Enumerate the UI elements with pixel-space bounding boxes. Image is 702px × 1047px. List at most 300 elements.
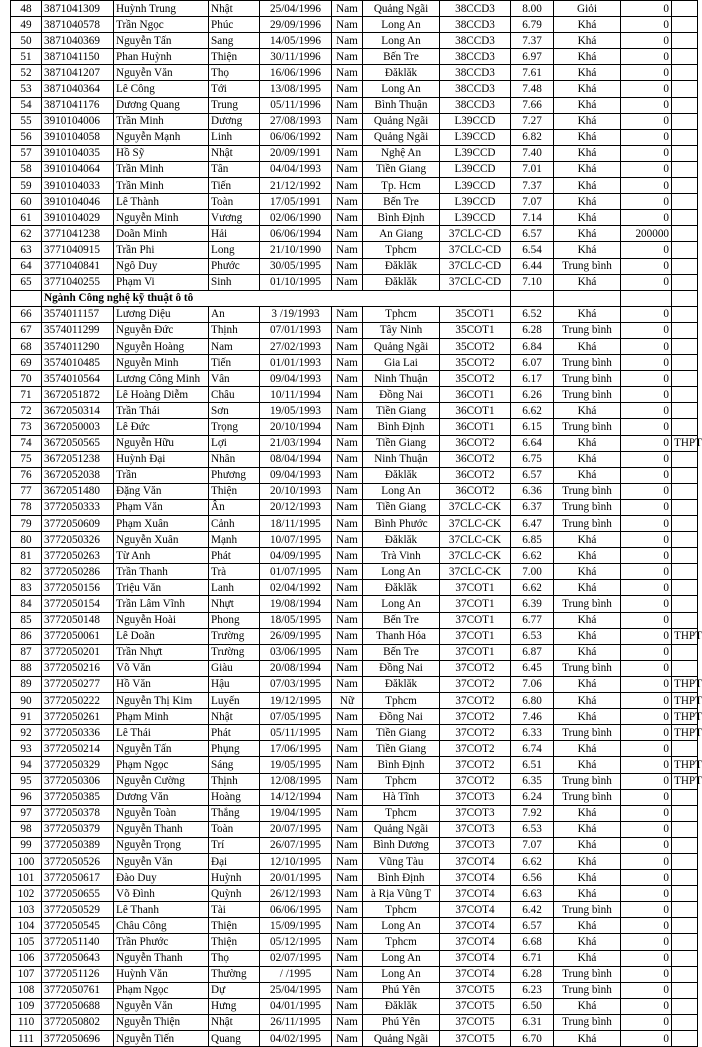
mssv-cell: 3772050336 bbox=[42, 725, 114, 741]
lop-cell: 38CCD3 bbox=[440, 81, 511, 97]
ngay-sinh-cell: 17/06/1995 bbox=[260, 741, 332, 757]
diem-cell: 6.62 bbox=[511, 548, 554, 564]
table-row bbox=[11, 998, 698, 1014]
xep-loai-cell: Khá bbox=[554, 532, 621, 548]
ghi-chu-cell bbox=[672, 483, 698, 499]
ngay-sinh-cell: 04/09/1995 bbox=[260, 548, 332, 564]
table-row bbox=[11, 1014, 698, 1030]
stt-cell: 84 bbox=[11, 596, 42, 612]
ghi-chu-cell bbox=[672, 580, 698, 596]
noi-sinh-cell: Long An bbox=[363, 596, 440, 612]
ho-lot-cell: Đặng Văn bbox=[114, 483, 209, 499]
ten-cell: Thiện bbox=[209, 49, 260, 65]
so-tien-cell: 0 bbox=[621, 886, 672, 902]
lop-cell: 37CLC-CK bbox=[440, 532, 511, 548]
so-tien-cell: 0 bbox=[621, 548, 672, 564]
xep-loai-cell: Trung bình bbox=[554, 596, 621, 612]
lop-cell: 37COT2 bbox=[440, 741, 511, 757]
xep-loai-cell: Trung bình bbox=[554, 258, 621, 274]
so-tien-cell: 0 bbox=[621, 419, 672, 435]
diem-cell: 6.50 bbox=[511, 998, 554, 1014]
ho-lot-cell: Nguyễn Xuân bbox=[114, 532, 209, 548]
ho-lot-cell: Phạm Minh bbox=[114, 709, 209, 725]
so-tien-cell: 0 bbox=[621, 435, 672, 451]
stt-cell: 50 bbox=[11, 33, 42, 49]
noi-sinh-cell: Đăklăk bbox=[363, 580, 440, 596]
gioi-tinh-cell: Nam bbox=[332, 757, 363, 773]
ngay-sinh-cell: 27/02/1993 bbox=[260, 338, 332, 354]
ho-lot-cell: Nguyễn Hoàng bbox=[114, 338, 209, 354]
stt-cell: 86 bbox=[11, 628, 42, 644]
gioi-tinh-cell: Nam bbox=[332, 532, 363, 548]
ho-lot-cell: Dương Quang bbox=[114, 97, 209, 113]
diem-cell: 6.63 bbox=[511, 886, 554, 902]
diem-cell: 6.79 bbox=[511, 17, 554, 33]
ten-cell: Thắng bbox=[209, 805, 260, 821]
stt-cell: 111 bbox=[11, 1031, 42, 1047]
so-tien-cell: 0 bbox=[621, 821, 672, 837]
mssv-cell: 3910104035 bbox=[42, 145, 114, 161]
ten-cell: Nhựt bbox=[209, 596, 260, 612]
xep-loai-cell: Khá bbox=[554, 548, 621, 564]
diem-cell: 6.26 bbox=[511, 387, 554, 403]
ngay-sinh-cell: 26/09/1995 bbox=[260, 628, 332, 644]
table-row bbox=[11, 837, 698, 853]
gioi-tinh-cell: Nam bbox=[332, 934, 363, 950]
ngay-sinh-cell: 21/12/1992 bbox=[260, 178, 332, 194]
table-row bbox=[11, 371, 698, 387]
table-row bbox=[11, 789, 698, 805]
ten-cell: Quỳnh bbox=[209, 886, 260, 902]
noi-sinh-cell: Long An bbox=[363, 17, 440, 33]
lop-cell: 37COT1 bbox=[440, 596, 511, 612]
ghi-chu-cell bbox=[672, 387, 698, 403]
stt-cell: 103 bbox=[11, 902, 42, 918]
ghi-chu-cell bbox=[672, 998, 698, 1014]
noi-sinh-cell: Tiền Giang bbox=[363, 435, 440, 451]
so-tien-cell: 0 bbox=[621, 129, 672, 145]
mssv-cell: 3910104064 bbox=[42, 161, 114, 177]
so-tien-cell: 0 bbox=[621, 258, 672, 274]
gioi-tinh-cell: Nam bbox=[332, 773, 363, 789]
noi-sinh-cell: Đồng Nai bbox=[363, 709, 440, 725]
lop-cell: 38CCD3 bbox=[440, 49, 511, 65]
gioi-tinh-cell: Nam bbox=[332, 709, 363, 725]
lop-cell: 37COT4 bbox=[440, 902, 511, 918]
gioi-tinh-cell: Nam bbox=[332, 998, 363, 1014]
gioi-tinh-cell: Nam bbox=[332, 982, 363, 998]
diem-cell: 6.52 bbox=[511, 306, 554, 322]
table-row bbox=[11, 982, 698, 998]
gioi-tinh-cell: Nam bbox=[332, 161, 363, 177]
gioi-tinh-cell: Nam bbox=[332, 902, 363, 918]
noi-sinh-cell: Bến Tre bbox=[363, 612, 440, 628]
diem-cell: 6.17 bbox=[511, 371, 554, 387]
mssv-cell: 3772050333 bbox=[42, 499, 114, 515]
table-row bbox=[11, 853, 698, 869]
ghi-chu-cell bbox=[672, 1, 698, 17]
table-row bbox=[11, 902, 698, 918]
xep-loai-cell: Khá bbox=[554, 821, 621, 837]
ho-lot-cell: Doãn Minh bbox=[114, 226, 209, 242]
mssv-cell: 3672051480 bbox=[42, 483, 114, 499]
ten-cell: An bbox=[209, 306, 260, 322]
ho-lot-cell: Dương Văn bbox=[114, 789, 209, 805]
mssv-cell: 3772050263 bbox=[42, 548, 114, 564]
gioi-tinh-cell: Nam bbox=[332, 242, 363, 258]
ghi-chu-cell: THPT bbox=[672, 709, 698, 725]
ngay-sinh-cell: 29/09/1996 bbox=[260, 17, 332, 33]
ho-lot-cell: Hồ Sỹ bbox=[114, 145, 209, 161]
xep-loai-cell: Khá bbox=[554, 33, 621, 49]
so-tien-cell: 0 bbox=[621, 17, 672, 33]
stt-cell: 96 bbox=[11, 789, 42, 805]
mssv-cell: 3772050545 bbox=[42, 918, 114, 934]
ghi-chu-cell bbox=[672, 805, 698, 821]
ho-lot-cell: Nguyễn Đức bbox=[114, 322, 209, 338]
stt-cell: 107 bbox=[11, 966, 42, 982]
stt-cell: 78 bbox=[11, 499, 42, 515]
table-row bbox=[11, 435, 698, 451]
diem-cell: 6.70 bbox=[511, 1031, 554, 1047]
xep-loai-cell: Trung bình bbox=[554, 355, 621, 371]
diem-cell: 7.06 bbox=[511, 676, 554, 692]
xep-loai-cell: Khá bbox=[554, 628, 621, 644]
ho-lot-cell: Nguyễn Cường bbox=[114, 773, 209, 789]
gioi-tinh-cell: Nam bbox=[332, 548, 363, 564]
diem-cell: 6.36 bbox=[511, 483, 554, 499]
mssv-cell: 3772050277 bbox=[42, 676, 114, 692]
diem-cell: 6.56 bbox=[511, 870, 554, 886]
mssv-cell: 3772051126 bbox=[42, 966, 114, 982]
so-tien-cell: 0 bbox=[621, 660, 672, 676]
diem-cell: 7.37 bbox=[511, 178, 554, 194]
gioi-tinh-cell: Nam bbox=[332, 81, 363, 97]
table-row bbox=[11, 644, 698, 660]
xep-loai-cell: Khá bbox=[554, 97, 621, 113]
ho-lot-cell: Nguyễn Tấn bbox=[114, 33, 209, 49]
xep-loai-cell: Khá bbox=[554, 242, 621, 258]
diem-cell: 6.23 bbox=[511, 982, 554, 998]
ghi-chu-cell: THPT bbox=[672, 725, 698, 741]
ngay-sinh-cell: 12/08/1995 bbox=[260, 773, 332, 789]
table-row bbox=[11, 355, 698, 371]
so-tien-cell: 0 bbox=[621, 644, 672, 660]
lop-cell: 35COT2 bbox=[440, 371, 511, 387]
ngay-sinh-cell: 19/12/1995 bbox=[260, 693, 332, 709]
lop-cell: 37COT5 bbox=[440, 1014, 511, 1030]
ngay-sinh-cell: 15/09/1995 bbox=[260, 918, 332, 934]
diem-cell: 7.07 bbox=[511, 194, 554, 210]
ngay-sinh-cell: 16/06/1996 bbox=[260, 65, 332, 81]
ho-lot-cell: Lê Công bbox=[114, 81, 209, 97]
diem-cell: 6.24 bbox=[511, 789, 554, 805]
section-title: Ngành Công nghệ kỹ thuật ô tô bbox=[42, 290, 511, 306]
diem-cell: 6.77 bbox=[511, 612, 554, 628]
so-tien-cell: 0 bbox=[621, 918, 672, 934]
so-tien-cell: 0 bbox=[621, 65, 672, 81]
stt-cell: 76 bbox=[11, 467, 42, 483]
gioi-tinh-cell: Nam bbox=[332, 725, 363, 741]
noi-sinh-cell: Bình Định bbox=[363, 870, 440, 886]
noi-sinh-cell: Đăklăk bbox=[363, 258, 440, 274]
gioi-tinh-cell: Nam bbox=[332, 741, 363, 757]
lop-cell: L39CCD bbox=[440, 210, 511, 226]
diem-cell: 6.97 bbox=[511, 49, 554, 65]
ten-cell: Thường bbox=[209, 966, 260, 982]
so-tien-cell: 0 bbox=[621, 113, 672, 129]
xep-loai-cell: Giỏi bbox=[554, 1, 621, 17]
ten-cell: Phương bbox=[209, 467, 260, 483]
ho-lot-cell: Huỳnh Văn bbox=[114, 966, 209, 982]
diem-cell: 6.82 bbox=[511, 129, 554, 145]
ten-cell: Toàn bbox=[209, 194, 260, 210]
ngay-sinh-cell: 30/11/1996 bbox=[260, 49, 332, 65]
ten-cell: Phát bbox=[209, 548, 260, 564]
table-row bbox=[11, 1031, 698, 1047]
xep-loai-cell: Khá bbox=[554, 435, 621, 451]
stt-cell: 97 bbox=[11, 805, 42, 821]
mssv-cell: 3871041150 bbox=[42, 49, 114, 65]
so-tien-cell: 0 bbox=[621, 902, 672, 918]
diem-cell: 7.00 bbox=[511, 564, 554, 580]
lop-cell: 38CCD3 bbox=[440, 1, 511, 17]
ten-cell: Trung bbox=[209, 97, 260, 113]
so-tien-cell: 0 bbox=[621, 628, 672, 644]
ten-cell: Phước bbox=[209, 258, 260, 274]
ten-cell: Nhật bbox=[209, 1014, 260, 1030]
gioi-tinh-cell: Nam bbox=[332, 403, 363, 419]
table-row bbox=[11, 113, 698, 129]
diem-cell: 6.68 bbox=[511, 934, 554, 950]
lop-cell: 37COT2 bbox=[440, 773, 511, 789]
ho-lot-cell: Phạm Ngọc bbox=[114, 757, 209, 773]
noi-sinh-cell: Bình Dương bbox=[363, 837, 440, 853]
xep-loai-cell: Trung bình bbox=[554, 902, 621, 918]
lop-cell: 37COT4 bbox=[440, 934, 511, 950]
table-row bbox=[11, 596, 698, 612]
table-row bbox=[11, 129, 698, 145]
noi-sinh-cell: Thanh Hóa bbox=[363, 628, 440, 644]
noi-sinh-cell: Quảng Ngãi bbox=[363, 129, 440, 145]
mssv-cell: 3910104006 bbox=[42, 113, 114, 129]
lop-cell: 37COT1 bbox=[440, 580, 511, 596]
noi-sinh-cell: Bến Tre bbox=[363, 644, 440, 660]
diem-cell: 6.62 bbox=[511, 403, 554, 419]
stt-cell: 65 bbox=[11, 274, 42, 290]
stt-cell: 92 bbox=[11, 725, 42, 741]
mssv-cell: 3772050655 bbox=[42, 886, 114, 902]
diem-cell: 7.46 bbox=[511, 709, 554, 725]
gioi-tinh-cell: Nam bbox=[332, 1031, 363, 1047]
ho-lot-cell: Nguyễn Văn bbox=[114, 998, 209, 1014]
mssv-cell: 3772050214 bbox=[42, 741, 114, 757]
ho-lot-cell: Phạm Xuân bbox=[114, 516, 209, 532]
xep-loai-cell: Khá bbox=[554, 113, 621, 129]
ho-lot-cell: Huỳnh Đại bbox=[114, 451, 209, 467]
ngay-sinh-cell: 18/05/1995 bbox=[260, 612, 332, 628]
ngay-sinh-cell: 26/11/1995 bbox=[260, 1014, 332, 1030]
ten-cell: Nam bbox=[209, 338, 260, 354]
lop-cell: 37COT1 bbox=[440, 644, 511, 660]
ghi-chu-cell: THPT bbox=[672, 757, 698, 773]
ghi-chu-cell bbox=[672, 355, 698, 371]
diem-cell: 6.45 bbox=[511, 660, 554, 676]
so-tien-cell: 0 bbox=[621, 1, 672, 17]
stt-cell: 102 bbox=[11, 886, 42, 902]
ghi-chu-cell bbox=[672, 886, 698, 902]
table-row bbox=[11, 49, 698, 65]
gioi-tinh-cell: Nam bbox=[332, 950, 363, 966]
ghi-chu-cell bbox=[672, 161, 698, 177]
gioi-tinh-cell: Nam bbox=[332, 467, 363, 483]
gioi-tinh-cell: Nam bbox=[332, 194, 363, 210]
ngay-sinh-cell: 21/03/1994 bbox=[260, 435, 332, 451]
diem-cell: 7.01 bbox=[511, 161, 554, 177]
lop-cell: 35COT1 bbox=[440, 322, 511, 338]
so-tien-cell: 0 bbox=[621, 693, 672, 709]
ten-cell: Cảnh bbox=[209, 516, 260, 532]
mssv-cell: 3871041309 bbox=[42, 1, 114, 17]
lop-cell: 38CCD3 bbox=[440, 65, 511, 81]
ngay-sinh-cell: 01/01/1993 bbox=[260, 355, 332, 371]
so-tien-cell: 0 bbox=[621, 387, 672, 403]
stt-cell: 98 bbox=[11, 821, 42, 837]
diem-cell: 6.57 bbox=[511, 918, 554, 934]
gioi-tinh-cell: Nam bbox=[332, 676, 363, 692]
xep-loai-cell: Khá bbox=[554, 757, 621, 773]
ten-cell: Tiến bbox=[209, 355, 260, 371]
table-row bbox=[11, 322, 698, 338]
ten-cell: Lợi bbox=[209, 435, 260, 451]
ngay-sinh-cell: 20/08/1994 bbox=[260, 660, 332, 676]
table-row bbox=[11, 419, 698, 435]
stt-cell: 87 bbox=[11, 644, 42, 660]
xep-loai-cell: Khá bbox=[554, 338, 621, 354]
stt-cell: 54 bbox=[11, 97, 42, 113]
stt-cell: 73 bbox=[11, 419, 42, 435]
ngay-sinh-cell: 13/08/1995 bbox=[260, 81, 332, 97]
ghi-chu-cell bbox=[672, 564, 698, 580]
ho-lot-cell: Võ Đình bbox=[114, 886, 209, 902]
ten-cell: Thịnh bbox=[209, 773, 260, 789]
diem-cell: 7.61 bbox=[511, 65, 554, 81]
ghi-chu-cell bbox=[672, 371, 698, 387]
mssv-cell: 3772050222 bbox=[42, 693, 114, 709]
mssv-cell: 3574011157 bbox=[42, 306, 114, 322]
diem-cell: 7.37 bbox=[511, 33, 554, 49]
ghi-chu-cell bbox=[672, 210, 698, 226]
ghi-chu-cell bbox=[672, 853, 698, 869]
table-row bbox=[11, 306, 698, 322]
noi-sinh-cell: Đăklăk bbox=[363, 676, 440, 692]
lop-cell: 37CLC-CK bbox=[440, 548, 511, 564]
ho-lot-cell: Châu Công bbox=[114, 918, 209, 934]
table-row bbox=[11, 564, 698, 580]
noi-sinh-cell: Bến Tre bbox=[363, 194, 440, 210]
lop-cell: 37CLC-CK bbox=[440, 499, 511, 515]
ten-cell: Trường bbox=[209, 644, 260, 660]
lop-cell: 36COT2 bbox=[440, 483, 511, 499]
table-row bbox=[11, 1, 698, 17]
lop-cell: L39CCD bbox=[440, 145, 511, 161]
ho-lot-cell: Nguyễn Minh bbox=[114, 355, 209, 371]
lop-cell: 37COT4 bbox=[440, 870, 511, 886]
table-row bbox=[11, 17, 698, 33]
gioi-tinh-cell: Nam bbox=[332, 660, 363, 676]
ghi-chu-cell bbox=[672, 548, 698, 564]
ho-lot-cell: Trần Phước bbox=[114, 934, 209, 950]
ten-cell: Sang bbox=[209, 33, 260, 49]
gioi-tinh-cell: Nam bbox=[332, 628, 363, 644]
lop-cell: 37CLC-CD bbox=[440, 226, 511, 242]
mssv-cell: 3910104046 bbox=[42, 194, 114, 210]
noi-sinh-cell: à Rịa Vũng T bbox=[363, 886, 440, 902]
stt-cell: 85 bbox=[11, 612, 42, 628]
gioi-tinh-cell: Nam bbox=[332, 886, 363, 902]
lop-cell: 37COT4 bbox=[440, 918, 511, 934]
noi-sinh-cell: Tp. Hcm bbox=[363, 178, 440, 194]
diem-cell: 6.47 bbox=[511, 516, 554, 532]
gioi-tinh-cell: Nam bbox=[332, 274, 363, 290]
gioi-tinh-cell: Nam bbox=[332, 966, 363, 982]
mssv-cell: 3771040841 bbox=[42, 258, 114, 274]
diem-cell: 6.57 bbox=[511, 226, 554, 242]
gioi-tinh-cell: Nam bbox=[332, 1, 363, 17]
mssv-cell: 3910104029 bbox=[42, 210, 114, 226]
noi-sinh-cell: Đăklăk bbox=[363, 532, 440, 548]
table-row bbox=[11, 757, 698, 773]
noi-sinh-cell: Long An bbox=[363, 950, 440, 966]
xep-loai-cell: Khá bbox=[554, 210, 621, 226]
noi-sinh-cell: Tphcm bbox=[363, 242, 440, 258]
ngay-sinh-cell: 14/12/1994 bbox=[260, 789, 332, 805]
stt-cell: 74 bbox=[11, 435, 42, 451]
lop-cell: 37COT3 bbox=[440, 805, 511, 821]
ho-lot-cell: Nguyễn Thị Kim bbox=[114, 693, 209, 709]
ngay-sinh-cell: 09/04/1993 bbox=[260, 467, 332, 483]
stt-cell: 58 bbox=[11, 161, 42, 177]
xep-loai-cell: Trung bình bbox=[554, 371, 621, 387]
so-tien-cell: 0 bbox=[621, 596, 672, 612]
so-tien-cell: 0 bbox=[621, 564, 672, 580]
so-tien-cell: 0 bbox=[621, 145, 672, 161]
gioi-tinh-cell: Nam bbox=[332, 371, 363, 387]
gioi-tinh-cell: Nam bbox=[332, 65, 363, 81]
xep-loai-cell: Khá bbox=[554, 564, 621, 580]
gioi-tinh-cell: Nam bbox=[332, 870, 363, 886]
xep-loai-cell: Khá bbox=[554, 644, 621, 660]
so-tien-cell: 0 bbox=[621, 355, 672, 371]
so-tien-cell: 0 bbox=[621, 1014, 672, 1030]
xep-loai-cell: Khá bbox=[554, 178, 621, 194]
noi-sinh-cell: Tiền Giang bbox=[363, 741, 440, 757]
ghi-chu-cell bbox=[672, 789, 698, 805]
ten-cell: Tới bbox=[209, 81, 260, 97]
table-row bbox=[11, 918, 698, 934]
so-tien-cell: 0 bbox=[621, 998, 672, 1014]
so-tien-cell: 0 bbox=[621, 580, 672, 596]
xep-loai-cell: Khá bbox=[554, 853, 621, 869]
table-row bbox=[11, 693, 698, 709]
ghi-chu-cell: THPT bbox=[672, 676, 698, 692]
ghi-chu-cell bbox=[672, 322, 698, 338]
ten-cell: Sinh bbox=[209, 274, 260, 290]
stt-cell: 108 bbox=[11, 982, 42, 998]
table-row bbox=[11, 870, 698, 886]
xep-loai-cell: Khá bbox=[554, 194, 621, 210]
so-tien-cell: 0 bbox=[621, 516, 672, 532]
